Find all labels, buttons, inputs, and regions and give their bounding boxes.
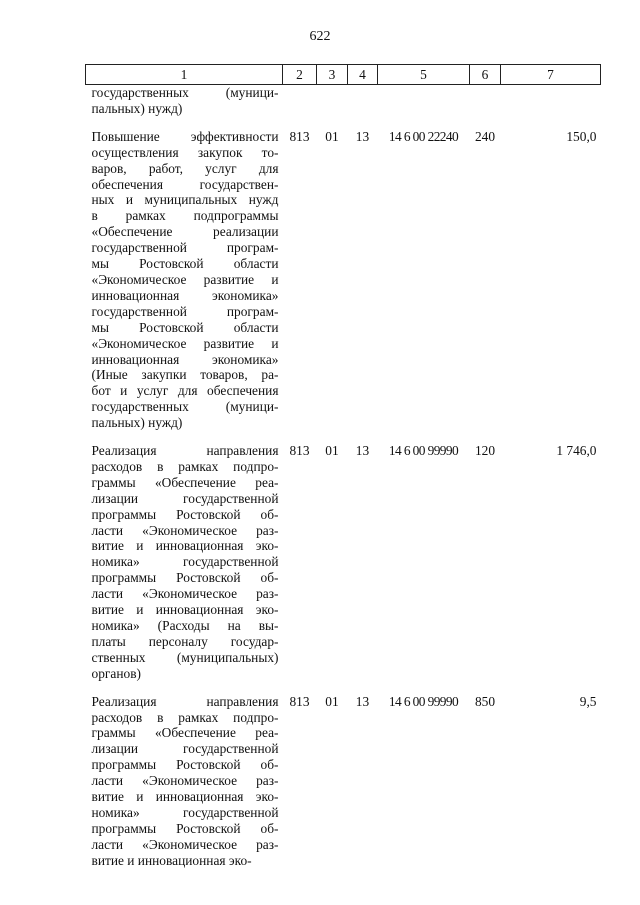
description-line: витие и инновационная эко- [91,852,252,868]
description-line: ласти «Экономическое раз- [91,586,279,602]
table-header-row [86,65,601,85]
description-line: государственной програм- [91,303,279,319]
description-line: программы Ростовской об- [91,570,279,586]
row-amount: 1 746,0 [556,443,597,459]
row-amount: 9,5 [579,693,597,709]
description-line: Реализация направления [91,693,279,709]
header-col-4: 4 [348,65,378,85]
description-line: программы Ростовской об- [91,757,279,773]
row-spacer [86,117,601,129]
description-line: мы Ростовской области [91,256,279,272]
description-line: государственных (муници- [91,399,279,415]
description-line: мы Ростовской области [91,319,279,335]
description-line: (Иные закупки товаров, ра- [91,367,279,383]
description-line: пальных) нужд) [91,100,183,116]
description-line: Реализация направления [91,443,279,459]
description-line: органов) [91,665,141,681]
description-line: граммы «Обеспечение реа- [91,725,279,741]
description-line: бот и услуг для обеспечения [91,383,279,399]
row-grbs-code: 813 [289,443,310,459]
description-line: инновационная экономика» [91,351,279,367]
description-line: лизации государственной [91,741,279,757]
row-target-article [378,85,470,117]
description-line: осуществления закупок то- [91,144,279,160]
row-grbs-code: 813 [289,693,310,709]
row-target-article: 14 6 00 99990 [388,693,459,709]
row-subsection-code [348,85,378,117]
row-spacer-cell [86,431,601,443]
description-line: ласти «Экономическое раз- [91,773,279,789]
header-col-7: 7 [501,65,601,85]
description-line: ственных (муниципальных) [91,649,279,665]
description-line: витие и инновационная эко- [91,538,279,554]
description-line: «Экономическое развитие и [91,271,279,287]
row-spacer-cell [86,682,601,694]
description-line: программы Ростовской об- [91,820,279,836]
description-line: в рамках подпрограммы [91,208,279,224]
description-line: программы Ростовской об- [91,506,279,522]
description-line: витие и инновационная эко- [91,789,279,805]
description-line: «Обеспечение реализации [91,224,279,240]
row-expense-type: 850 [474,693,496,709]
row-section-code: 01 [325,693,339,709]
header-col-1: 1 [86,65,283,85]
description-line: Повышение эффективности [91,128,279,144]
row-section-code [317,85,348,117]
table-row [86,694,601,869]
table-body [86,85,601,869]
row-section-code: 01 [325,443,339,459]
row-expense-type: 120 [474,443,496,459]
budget-table [85,64,601,869]
description-line: государственной програм- [91,240,279,256]
description-line: ласти «Экономическое раз- [91,836,279,852]
description-line: государственных (муници- [91,85,279,100]
description-line: ласти «Экономическое раз- [91,522,279,538]
row-grbs-code: 813 [289,128,310,144]
description-line: «Экономическое развитие и [91,335,279,351]
description-line: обеспечения государствен- [91,176,279,192]
header-col-3: 3 [317,65,348,85]
row-grbs-code [283,85,317,117]
row-amount: 150,0 [566,128,597,144]
description-line: витие и инновационная эко- [91,602,279,618]
table-row [86,85,601,117]
row-description [86,85,283,117]
description-line: варов, работ, услуг для [91,160,279,176]
row-spacer [86,431,601,443]
page-number: 622 [309,29,331,44]
row-target-article: 14 6 00 99990 [388,443,459,459]
description-line: платы персоналу государ- [91,633,279,649]
row-expense-type [470,85,501,117]
row-expense-type: 240 [474,128,496,144]
header-col-2: 2 [283,65,317,85]
row-subsection-code: 13 [355,693,370,709]
description-line: расходов в рамках подпро- [91,458,279,474]
row-section-code: 01 [325,128,339,144]
description-line: пальных) нужд) [91,415,183,431]
table-row [86,129,601,431]
row-spacer-cell [86,117,601,129]
header-col-6: 6 [470,65,501,85]
row-subsection-code: 13 [355,128,370,144]
row-description [86,694,283,869]
header-col-5: 5 [378,65,470,85]
row-subsection-code: 13 [355,443,370,459]
description-line: граммы «Обеспечение реа- [91,474,279,490]
row-description [86,443,283,682]
description-line: номика» государственной [91,804,279,820]
description-line: номика» государственной [91,554,279,570]
description-line: расходов в рамках подпро- [91,709,279,725]
row-description [86,129,283,431]
description-line: ных и муниципальных нужд [91,192,279,208]
row-amount [501,85,601,117]
row-spacer [86,682,601,694]
row-target-article: 14 6 00 22240 [388,128,459,144]
description-line: инновационная экономика» [91,287,279,303]
description-line: лизации государственной [91,490,279,506]
table-row [86,443,601,682]
description-line: номика» (Расходы на вы- [91,618,279,633]
